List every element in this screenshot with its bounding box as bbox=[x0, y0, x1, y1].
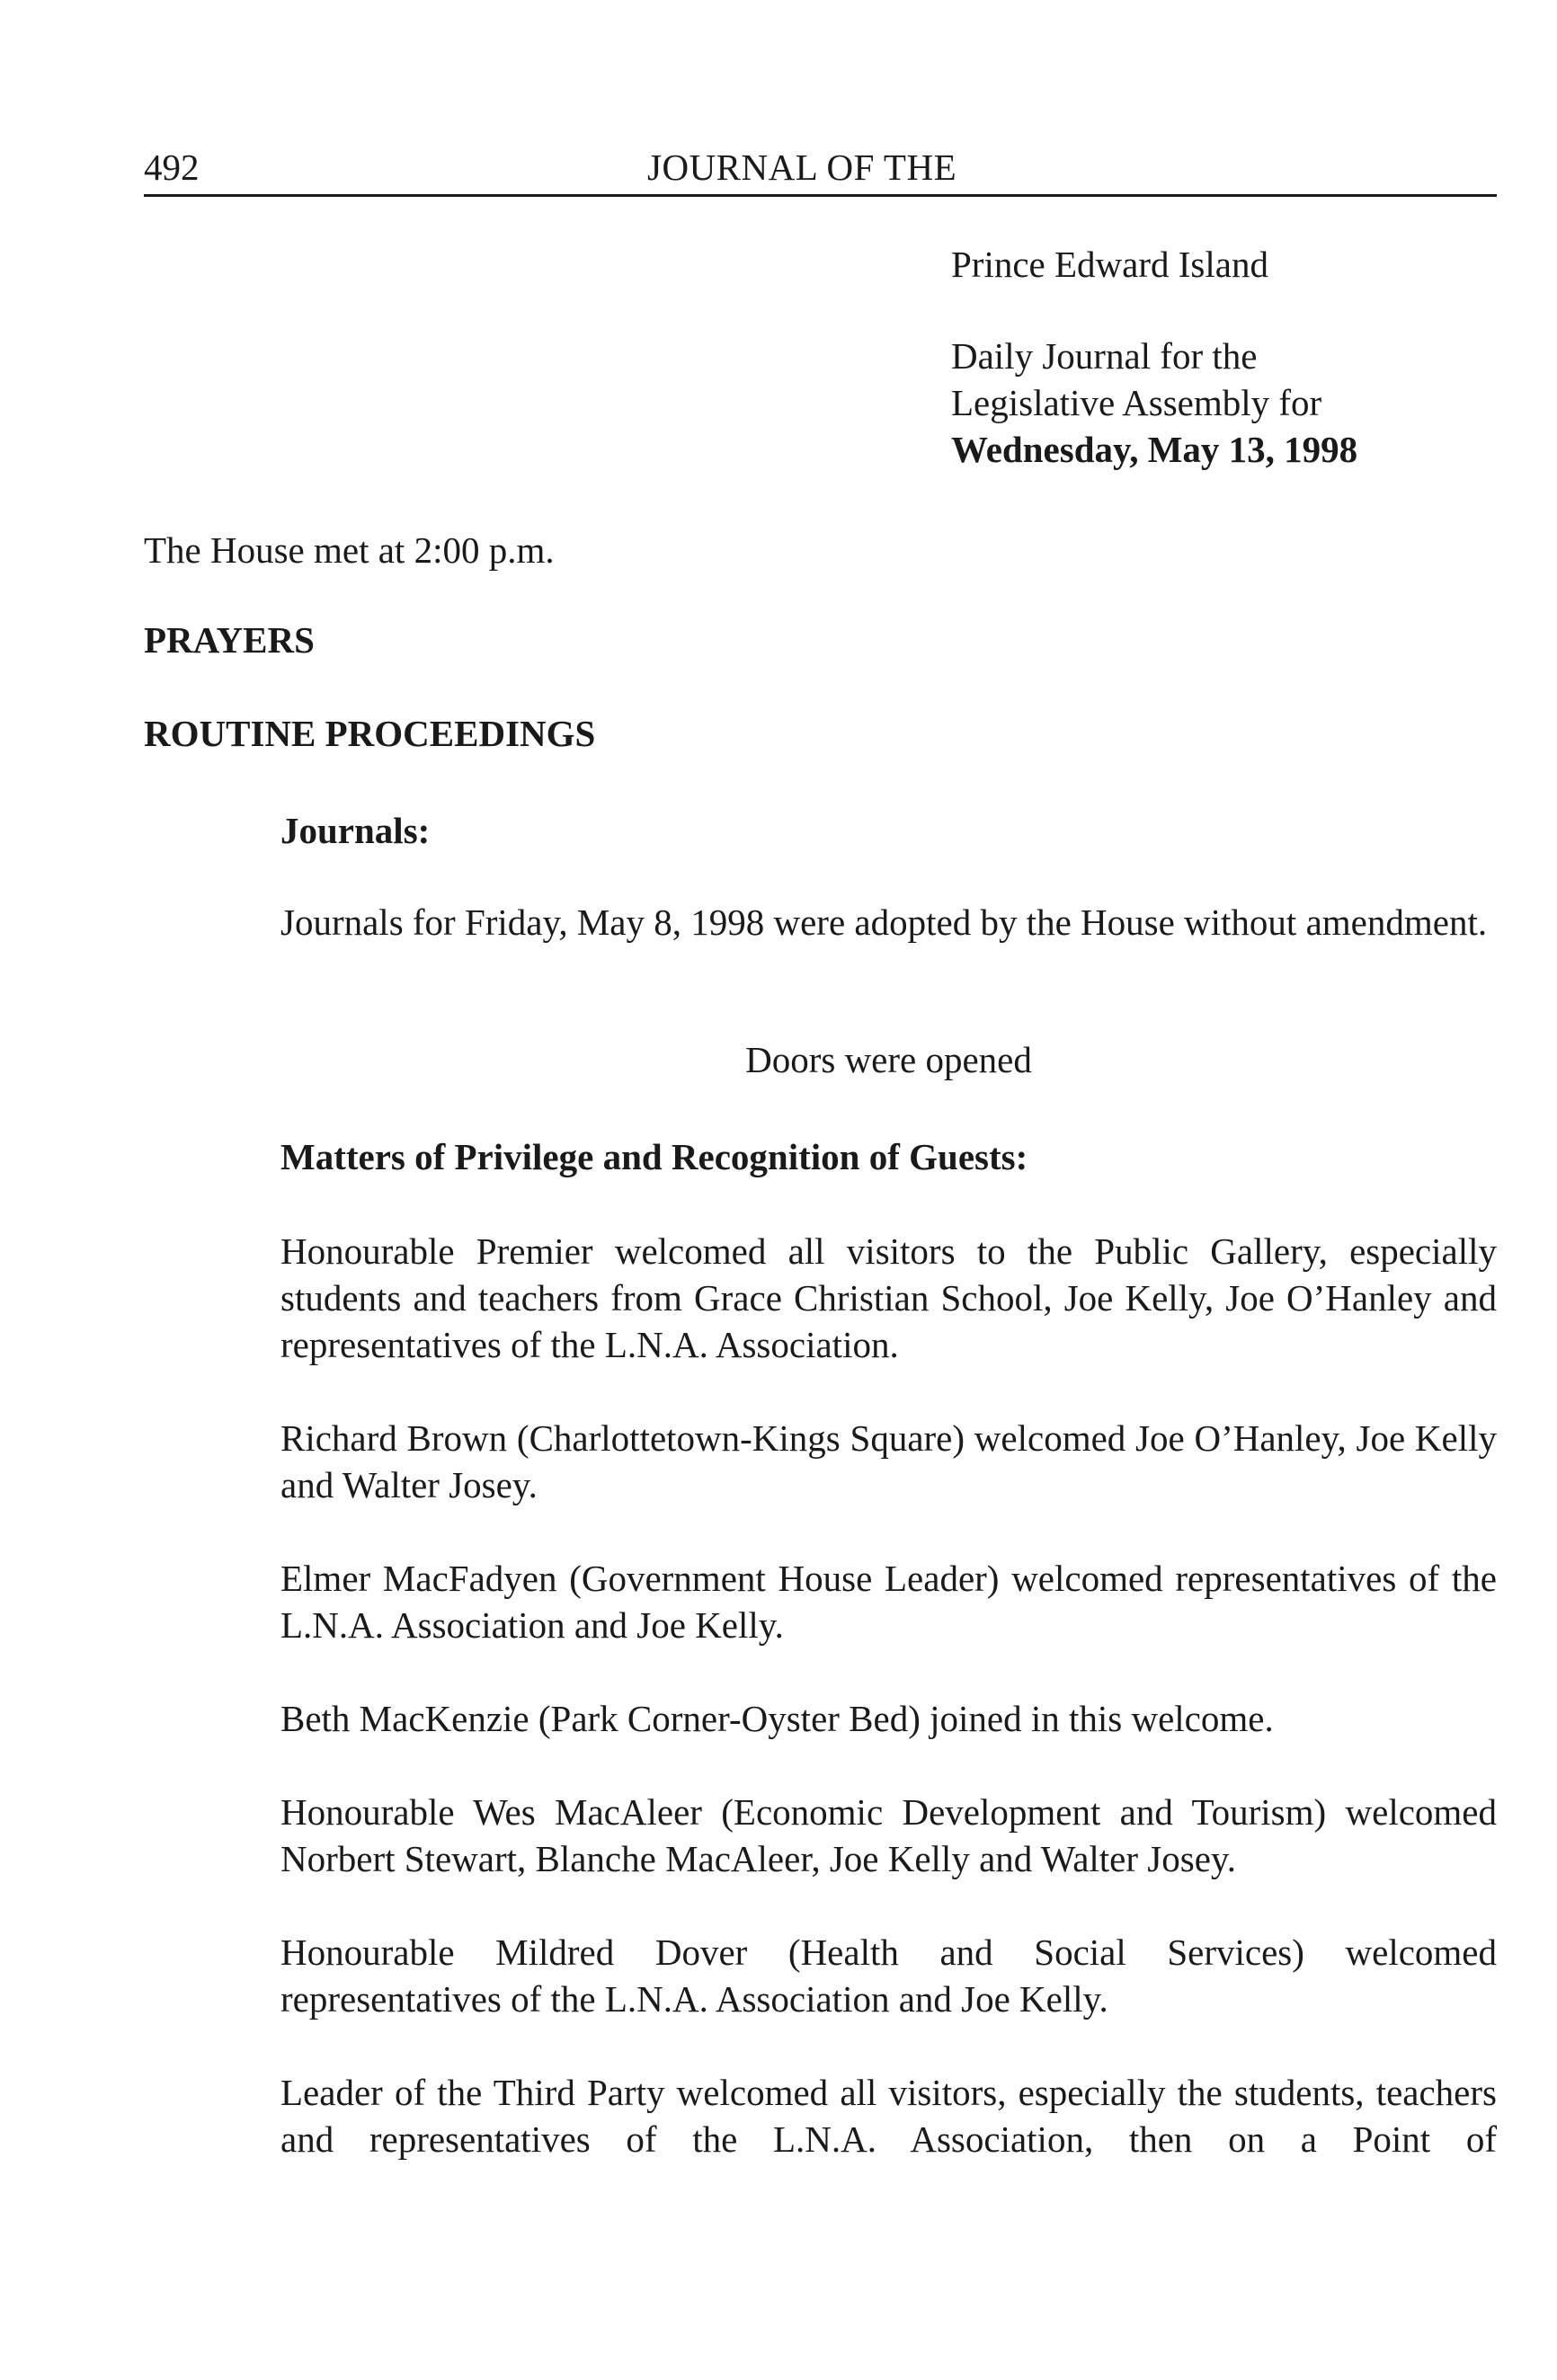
page-number: 492 bbox=[144, 147, 200, 188]
journal-date: Wednesday, May 13, 1998 bbox=[951, 429, 1358, 470]
guest-paragraph: Richard Brown (Charlottetown-Kings Square) welcomed Joe O’Hanley, Joe Kelly and Walter Josey. bbox=[280, 1417, 1497, 1505]
guest-paragraph: Elmer MacFadyen (Government House Leader) welcomed representatives of the L.N.A. Association and Joe Kelly. bbox=[280, 1558, 1497, 1646]
guests-heading: Matters of Privilege and Recognition of Guests: bbox=[280, 1136, 1028, 1177]
prayers-heading: PRAYERS bbox=[144, 619, 315, 661]
province-title: Prince Edward Island bbox=[951, 244, 1268, 285]
guest-paragraph: Leader of the Third Party welcomed all visitors, especially the students, teachers and representatives of the L.N.A. Association, then on a Point of bbox=[280, 2072, 1497, 2160]
journals-adopted-text: Journals for Friday, May 8, 1998 were adopted by the House without amendment. bbox=[280, 901, 1488, 943]
house-met-time: The House met at 2:00 p.m. bbox=[144, 529, 555, 571]
routine-proceedings-heading: ROUTINE PROCEEDINGS bbox=[144, 713, 596, 754]
running-head: JOURNAL OF THE bbox=[647, 147, 957, 188]
title-line-1: Daily Journal for the bbox=[951, 335, 1258, 377]
header-rule bbox=[144, 194, 1497, 197]
page-header bbox=[144, 144, 1497, 191]
guest-paragraph: Beth MacKenzie (Park Corner-Oyster Bed) joined in this welcome. bbox=[280, 1698, 1274, 1739]
guest-paragraph: Honourable Wes MacAleer (Economic Development and Tourism) welcomed Norbert Stewart, Blanche MacAleer, Joe Kelly and Walter Josey. bbox=[280, 1791, 1497, 1879]
title-line-2: Legislative Assembly for bbox=[951, 382, 1322, 423]
doors-opened-note: Doors were opened bbox=[745, 1039, 1032, 1080]
guest-paragraph: Honourable Premier welcomed all visitors to the Public Gallery, especially students and teachers from Grace Christian School, Joe Kelly, Joe O’Hanley and representatives of the L.N.A. Association. bbox=[280, 1230, 1497, 1365]
guest-paragraph: Honourable Mildred Dover (Health and Social Services) welcomed representatives of the L.N.A. Association and Joe Kelly. bbox=[280, 1932, 1497, 2020]
journals-heading: Journals: bbox=[280, 810, 431, 851]
